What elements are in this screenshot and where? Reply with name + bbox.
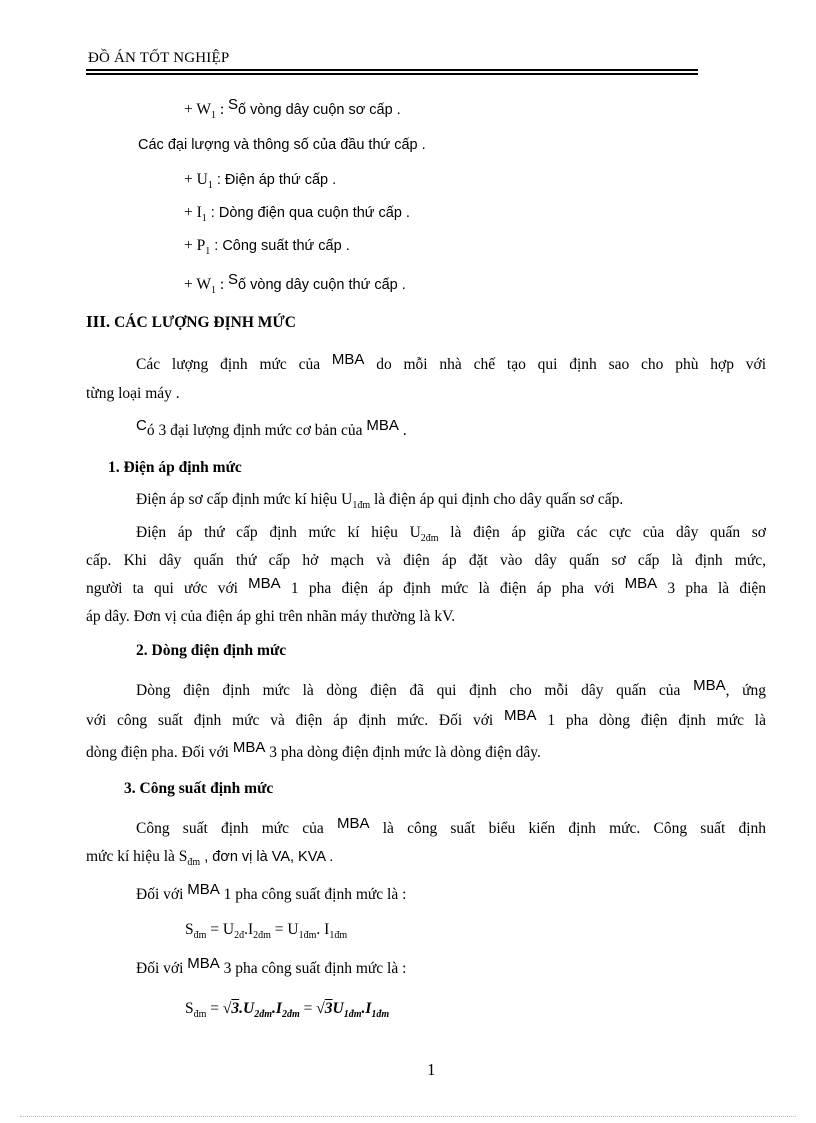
subsection-heading-power: 3. Công suất định mức [124,780,274,797]
page-bottom-dotted-line [20,1116,796,1117]
voltage-paragraph-1: Điện áp sơ cấp định mức kí hiệu $U_{1đm}$ là điện áp qui định cho dây quấn sơ cấp. [136,491,624,512]
header-rule-top [86,69,698,71]
voltage-paragraph-2-line-4: áp dây. Đơn vị của điện áp ghi trên nhãn máy thường là kV. [86,608,456,625]
list-item-w1-primary: + $W_1$ : Số vòng dây cuộn sơ cấp . [184,96,401,122]
list-item-i1: + $I_1$ : Dòng điện qua cuộn thứ cấp . [184,204,410,225]
single-phase-formula: $S_{đm} = U_{2đ}.I_{2đm} = U_{1đm}$. $I_{1đm}$ [185,921,348,942]
three-phase-intro: Đối với MBA 3 pha công suất định mức là : [136,955,407,977]
subsection-heading-current: 2. Dòng điện định mức [136,642,287,659]
subsection-heading-voltage: 1. Điện áp định mức [108,459,242,476]
current-paragraph-line-1: Dòng điện định mức là dòng điện đã qui định cho mỗi dây quấn của MBA, ứng [136,677,767,699]
header-rule-bottom [86,73,698,75]
current-paragraph-line-3: dòng điện pha. Đối với MBA 3 pha dòng điện định mức là dòng điện dây. [86,739,541,761]
page-number: 1 [427,1060,436,1079]
list-item-w1-secondary: + $W_1$ : Số vòng dây cuộn thứ cấp . [184,271,406,297]
power-paragraph-line-2: mức kí hiệu là $S_{đm}$ , đơn vị là VA, KVA . [86,848,334,869]
page-header-title: ĐỒ ÁN TỐT NGHIỆP [88,50,230,66]
voltage-paragraph-2-line-2: cấp. Khi dây quấn thứ cấp hở mạch và điện áp đặt vào dây quấn sơ cấp là định mức, [86,552,766,569]
current-paragraph-line-2: với công suất định mức và điện áp định mức. Đối với MBA 1 pha dòng điện định mức là [86,707,766,729]
section-heading: III. CÁC LƯỢNG ĐỊNH MỨC [86,312,296,331]
three-phase-formula: $S_{đm} = √3.U_{2đm}.I_{2đm} = √3U_{1đm}.I_{1đm}$ [185,1000,390,1021]
list-item-p1: + $P_1$ : Công suất thứ cấp . [184,237,350,258]
voltage-paragraph-2-line-3: người ta qui ước với MBA 1 pha điện áp định mức là điện áp pha với MBA 3 pha là điện [86,575,767,597]
secondary-intro: Các đại lượng và thông số của đầu thứ cấp . [138,137,426,153]
list-item-u1: + $U_1$ : Điện áp thứ cấp . [184,171,337,192]
single-phase-intro: Đối với MBA 1 pha công suất định mức là : [136,881,407,903]
section-paragraph-line-2: từng loại máy . [86,385,180,402]
section-paragraph-2: Có 3 đại lượng định mức cơ bản của MBA . [136,417,407,439]
section-paragraph-line-1: Các lượng định mức của MBA do mỗi nhà chế tạo qui định sao cho phù hợp với [136,351,766,373]
voltage-paragraph-2-line-1: Điện áp thứ cấp định mức kí hiệu $U_{2đm}$ là điện áp giữa các cực của dây quấn sơ [136,524,766,545]
power-paragraph-line-1: Công suất định mức của MBA là công suất biểu kiến định mức. Công suất định [136,815,767,837]
